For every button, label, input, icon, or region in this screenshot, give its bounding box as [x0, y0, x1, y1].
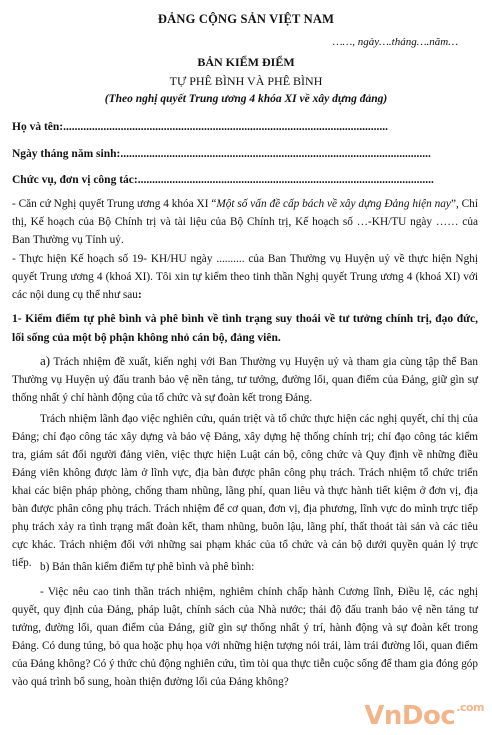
- vndoc-watermark-logo: [364, 701, 484, 731]
- party-name: ĐẢNG CỘNG SẢN VIỆT NAM: [157, 12, 335, 26]
- watermark-brand: VnDoc: [364, 701, 456, 731]
- intro-2-text: - Thực hiện Kế hoạch số 19- KH/HU ngày .......... của Ban Thường vụ Huyện uỷ về thực hiện Nghị quyết Trung ương 4 (khoá XI). Tôi xin tự kiểm theo tinh thần Nghị quyết Trung ương 4 (khoá XI) với các nội dung cụ thể như sau: [12, 253, 478, 301]
- dob-label: Ngày tháng năm sinh:: [12, 148, 121, 160]
- intro-paragraph-1: [12, 195, 478, 249]
- section-1b-label: b) Bản thân kiểm điểm tự phê bình và phê bình:: [40, 561, 255, 573]
- dateline: ……, ngày….tháng….năm…: [332, 36, 458, 48]
- intro-paragraph-2: [12, 250, 478, 304]
- position-dots: .......................................................................................................: [137, 174, 434, 186]
- watermark-suffix: .com: [456, 701, 484, 714]
- document-basis: (Theo nghị quyết Trung ương 4 khóa XI về xây dựng đảng): [104, 93, 388, 105]
- name-label: Họ và tên:: [12, 121, 64, 133]
- document-title: BẢN KIỂM ĐIỂM: [197, 55, 295, 69]
- section-1a-letter: a): [40, 353, 51, 368]
- dob-field: [12, 148, 472, 160]
- position-field: [12, 174, 472, 186]
- name-dots: .................................................................................................................: [63, 121, 388, 133]
- intro-1-quote: Một số vấn đề cấp bách về xây dựng Đảng hiện nay: [216, 198, 451, 210]
- dob-dots: ............................................................................................................: [120, 148, 431, 160]
- intro-1-suffix: ”, Chỉ thị, Kế hoạch của Bộ Chính trị và tài liệu của Bộ Chính trị, Kế hoạch số …-KH/TU ngày …… của Ban Thường vụ Tỉnh uỷ.: [12, 198, 478, 246]
- intro-1-prefix: - Căn cứ Nghị quyết Trung ương 4 khóa XI “: [12, 198, 217, 210]
- position-label: Chức vụ, đơn vị công tác:: [12, 174, 138, 186]
- intro-2-colon: :: [137, 289, 142, 301]
- section-1a-paragraph: [12, 352, 478, 407]
- leadership-paragraph: Trách nhiệm lãnh đạo việc nghiên cứu, quán triệt và tổ chức thực hiện các nghị quyết, chỉ thị của Đảng; chỉ đạo công tác xây dựng và bảo vệ Đảng, xây dựng hệ thống chính trị; chỉ đạo công tác kiểm tra, giám sát đối người đảng viên, việc thực hiện Luật cán bộ, công chức và Quy định về những điều Đảng viên không được làm ở lĩnh vực, địa bàn được phân công phụ trách. Trách nhiệm tổ chức triển khai các biện pháp phòng, chống tham nhũng, lãng phí, quan liêu và thực hành tiết kiệm ở đơn vị, địa bàn được phân công phụ trách. Trách nhiệm để cơ quan, đơn vị, địa phương, lĩnh vực do mình trực tiếp phụ trách xảy ra tình trạng mất đoàn kết, tham nhũng, buôn lậu, lãng phí, thất thoát tài sản và các tiêu cực khác. Trách nhiệm đối với những sai phạm khác của tổ chức và cán bộ dưới quyền quản lý trực tiếp.: [12, 413, 478, 569]
- name-field: [12, 121, 472, 133]
- document-subtitle: TỰ PHÊ BÌNH VÀ PHÊ BÌNH: [169, 74, 323, 88]
- section-1-heading: 1- Kiểm điểm tự phê bình và phê bình về tình trạng suy thoái về tư tưởng chính trị, đạo đức, lối sống của một bộ phận không nhỏ cán bộ, đảng viên.: [12, 313, 478, 344]
- section-1b-paragraph: - Việc nêu cao tinh thần trách nhiệm, nghiêm chỉnh chấp hành Cương lĩnh, Điều lệ, các nghị quyết, quy định của Đảng, pháp luật, chính sách của Nhà nước; thái độ đấu tranh bảo vệ nền tảng tư tưởng, đường lối, quan điểm của Đảng, giữ gìn sự thống nhất ý trí, hành động và sự đoàn kết trong Đảng. Có dung túng, bỏ qua hoặc phụ họa với những hiện tượng nói trái, làm trái đường lối, quan điểm của Đảng không? Có ý thức chủ động nghiên cứu, tìm tòi qua thực tiễn cuộc sống để tham gia đóng góp vào quá trình bổ sung, hoàn thiện đường lối của Đảng không?: [12, 586, 478, 688]
- section-1a-text: Trách nhiệm đề xuất, kiến nghị với Ban Thường vụ Huyện uỷ và tham gia cùng tập thể Ban Thường vụ Huyện uỷ đấu tranh bảo vệ nền tảng, tư tưởng, đường lối, quan điểm của Đảng, giữ gìn sự thống nhất ý chí hành động của tổ chức và sự đoàn kết trong Đảng.: [12, 356, 478, 404]
